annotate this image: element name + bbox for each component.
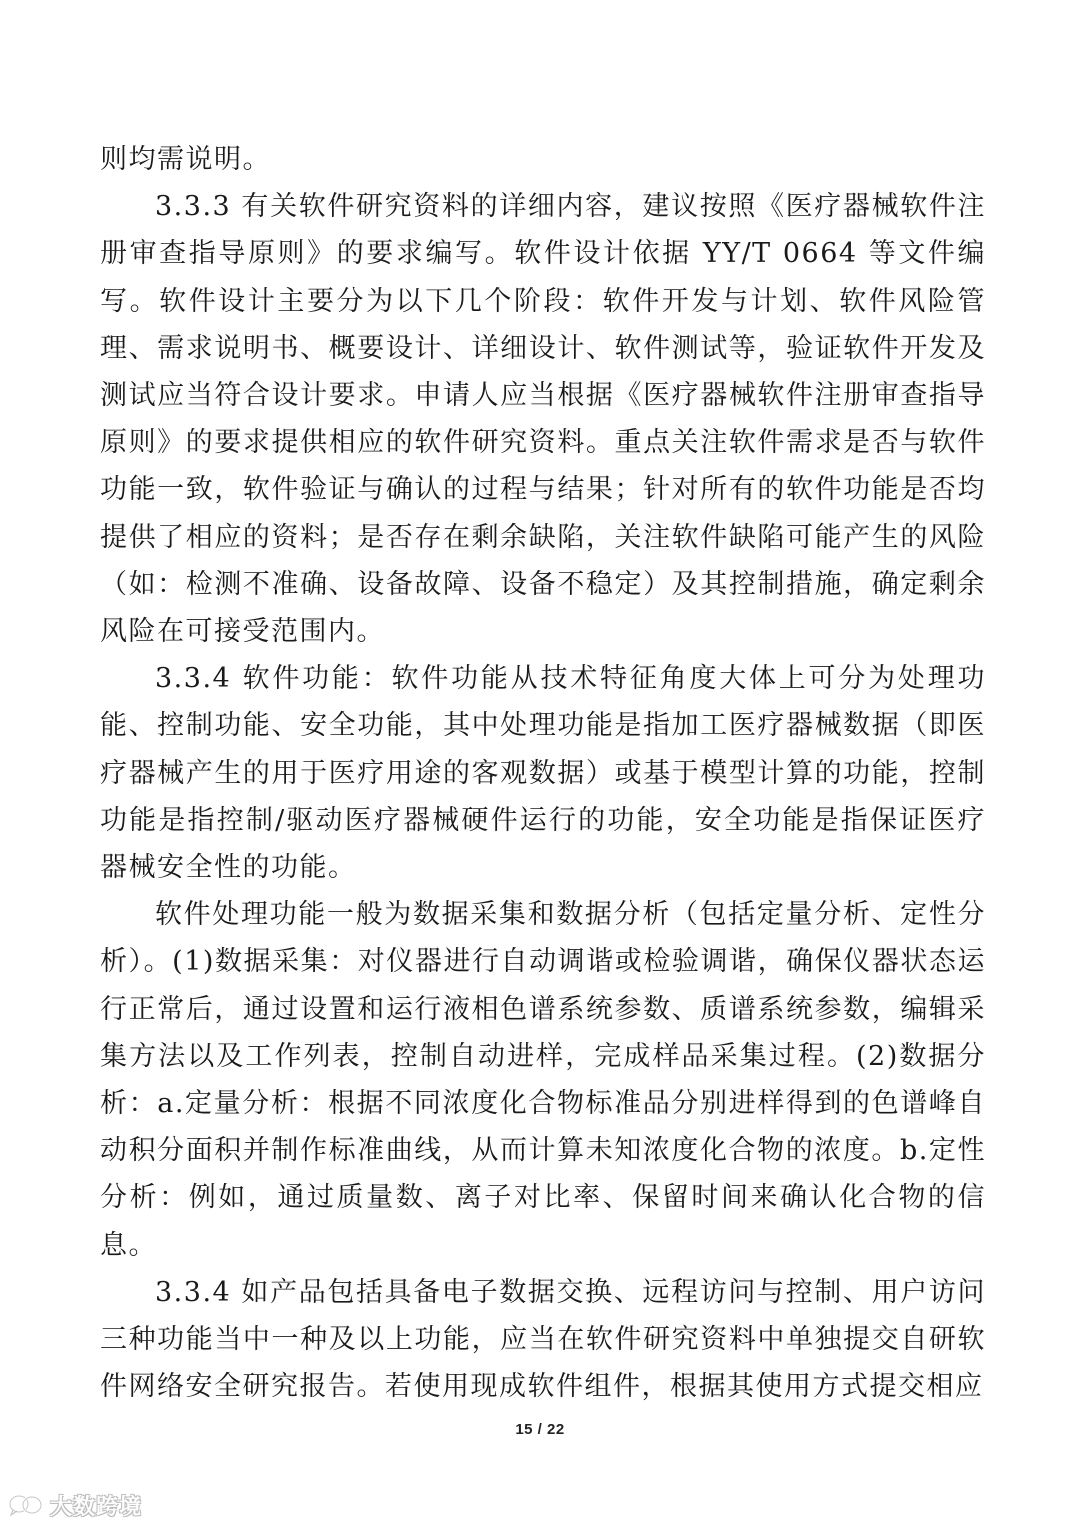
paragraph-processing-functions: 软件处理功能一般为数据采集和数据分析（包括定量分析、定性分析）。(1)数据采集：对仪器进行自动调谐或检验调谐，确保仪器状态运行正常后，通过设置和运行液相色谱系统参数、质谱系统参数，编辑采集方法以及工作列表，控制自动进样，完成样品采集过程。(2)数据分析：a.定量分析：根据不同浓度化合物标准品分别进样得到的色谱峰自动积分面积并制作标准曲线，从而计算未知浓度化合物的浓度。b.定性分析：例如，通过质量数、离子对比率、保留时间来确认化合物的信息。 xyxy=(100,899,986,1261)
paragraph-continuation: 则均需说明。 xyxy=(100,144,271,175)
document-body xyxy=(100,136,986,1410)
paragraph-3-3-3: 3.3.3 有关软件研究资料的详细内容，建议按照《医疗器械软件注册审查指导原则》的要求编写。软件设计依据 YY/T 0664 等文件编写。软件设计主要分为以下几个阶段：软件开发与计划、软件风险管理、需求说明书、概要设计、详细设计、软件测试等，验证软件开发及测试应当符合设计要求。申请人应当根据《医疗器械软件注册审查指导原则》的要求提供相应的软件研究资料。重点关注软件需求是否与软件功能一致，软件验证与确认的过程与结果；针对所有的软件功能是否均提供了相应的资料；是否存在剩余缺陷，关注软件缺陷可能产生的风险（如：检测不准确、设备故障、设备不稳定）及其控制措施，确定剩余风险在可接受范围内。 xyxy=(100,191,986,648)
paragraph-3-3-4-software-functions: 3.3.4 软件功能：软件功能从技术特征角度大体上可分为处理功能、控制功能、安全功能，其中处理功能是指加工医疗器械数据（即医疗器械产生的用于医疗用途的客观数据）或基于模型计算的功能，控制功能是指控制/驱动医疗器械硬件运行的功能，安全功能是指保证医疗器械安全性的功能。 xyxy=(100,663,986,884)
watermark-text: 大数跨境 xyxy=(50,1494,143,1520)
paragraph-3-3-4-network-security: 3.3.4 如产品包括具备电子数据交换、远程访问与控制、用户访问三种功能当中一种及以上功能，应当在软件研究资料中单独提交自研软件网络安全研究报告。若使用现成软件组件，根据其使用方式提交相应 xyxy=(100,1276,986,1403)
page-number: 15 / 22 xyxy=(515,1421,565,1438)
chat-bubble-logo-icon xyxy=(8,1493,44,1517)
watermark xyxy=(8,1490,142,1520)
